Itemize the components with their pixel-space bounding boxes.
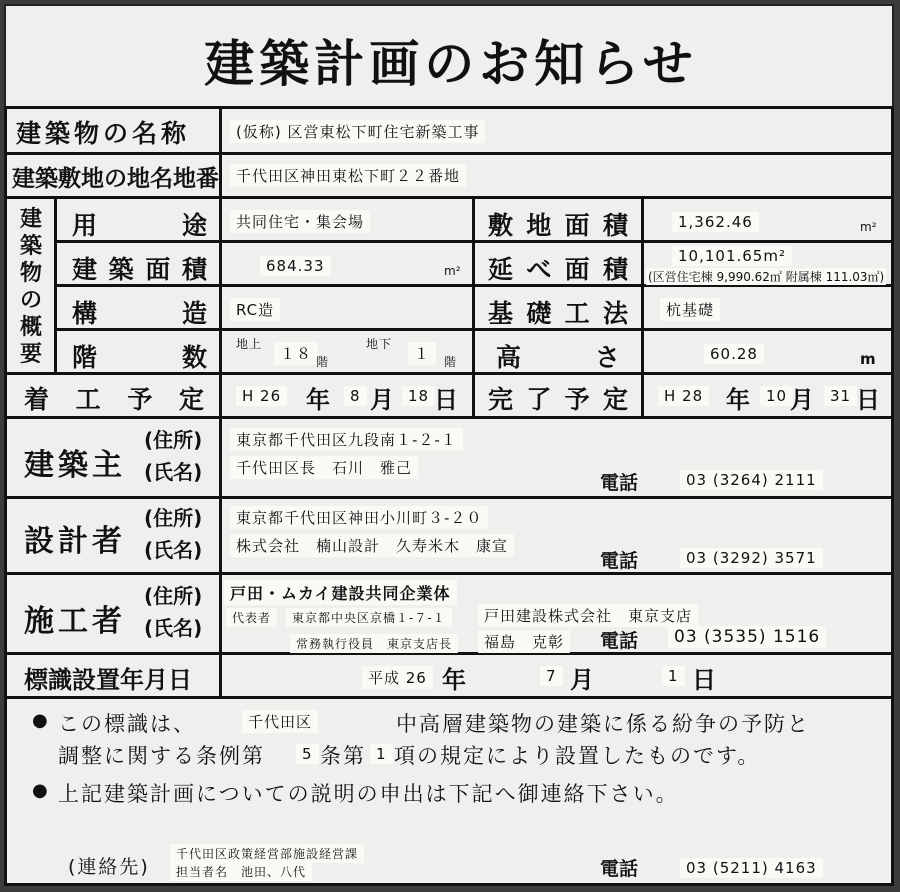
start-month: 8 <box>344 386 367 406</box>
start-day-label: 日 <box>434 386 458 414</box>
floors-above-unit: 階 <box>316 355 330 369</box>
floors-below-unit: 階 <box>444 355 458 369</box>
builder-tags: (住所) (氏名) <box>144 584 203 640</box>
builder-rep-address: 東京都中央区京橋１-７-１ <box>286 608 452 627</box>
completion-month: 10 <box>760 386 793 406</box>
notice-line2-b: 条第 <box>320 744 366 768</box>
notice-line3: 上記建築計画についての説明の申出は下記へ御連絡下さい。 <box>58 782 679 806</box>
total-floor-area-label: 延 べ 面 積 <box>488 255 628 284</box>
builder-rep-label: 代表者 <box>226 608 277 627</box>
contact-dept: 千代田区政策経営部施設経営課 <box>170 844 364 863</box>
completion-day: 31 <box>824 386 857 406</box>
owner-label: 建築主 <box>24 448 126 483</box>
notice-article: 5 <box>296 744 319 764</box>
table-line <box>4 883 894 886</box>
contact-tel-label: 電話 <box>600 858 639 880</box>
overview-side-label: 建 築 物 の 概 要 <box>19 207 42 367</box>
start-day: 18 <box>402 386 435 406</box>
table-line <box>641 196 644 416</box>
builder-label: 施工者 <box>24 604 126 639</box>
notice-line2-c: 項の規定により設置したものです。 <box>394 744 761 768</box>
owner-name: 千代田区長 石川 雅己 <box>230 456 418 479</box>
table-line <box>4 152 894 155</box>
notice-line1-a: この標識は、 <box>58 712 196 736</box>
notice-line2-a: 調整に関する条例第 <box>58 744 265 768</box>
height-unit: m <box>860 350 876 368</box>
designer-label: 設計者 <box>24 524 126 559</box>
bullet-icon: ● <box>32 780 48 801</box>
start-year-label: 年 <box>306 386 330 414</box>
floors-below-value: １ <box>408 342 436 365</box>
table-line <box>4 572 894 575</box>
builder-jv: 戸田・ムカイ建設共同企業体 <box>224 580 457 605</box>
site-value: 千代田区神田東松下町２２番地 <box>230 164 466 187</box>
table-line <box>891 106 894 886</box>
name-value: (仮称) 区営東松下町住宅新築工事 <box>230 120 485 143</box>
table-line <box>4 106 7 886</box>
foundation-label: 基 礎 工 法 <box>488 299 628 328</box>
start-era: H 26 <box>236 386 287 406</box>
contact-person: 担当者名 池田、八代 <box>170 862 312 881</box>
total-floor-area-note: (区営住宅棟 9,990.62㎡ 附属棟 111.03㎡) <box>648 270 885 284</box>
table-line <box>4 196 894 199</box>
start-label: 着 工 予 定 <box>24 385 204 414</box>
posted-day-label: 日 <box>692 666 716 694</box>
use-value: 共同住宅・集会場 <box>230 210 370 233</box>
posted-month-label: 月 <box>570 666 594 694</box>
name-label: 建築物の名称 <box>16 119 191 148</box>
total-floor-area-value: 10,101.65m² <box>672 246 792 266</box>
posted-month: 7 <box>540 666 563 686</box>
building-area-unit: m² <box>444 264 461 278</box>
owner-tel-label: 電話 <box>600 472 639 494</box>
site-area-label: 敷 地 面 積 <box>488 211 628 240</box>
builder-tel: 03 (3535) 1516 <box>668 626 826 648</box>
notice-clause: 1 <box>370 744 393 764</box>
designer-tel: 03 (3292) 3571 <box>680 548 823 568</box>
height-label: 高 さ <box>496 343 620 372</box>
table-line <box>4 496 894 499</box>
builder-person: 福島 克彰 <box>478 630 570 653</box>
floors-label: 階 数 <box>72 343 207 372</box>
designer-tel-label: 電話 <box>600 550 639 572</box>
building-area-label: 建 築 面 積 <box>72 255 207 284</box>
start-month-label: 月 <box>370 386 394 414</box>
completion-label: 完 了 予 定 <box>488 385 628 414</box>
floors-above-value: １８ <box>274 342 318 365</box>
designer-tags: (住所) (氏名) <box>144 506 203 562</box>
site-label: 建築敷地の地名地番 <box>12 166 219 192</box>
board-title: 建築計画のお知らせ <box>204 35 698 93</box>
completion-month-label: 月 <box>790 386 814 414</box>
structure-label: 構 造 <box>72 299 207 328</box>
table-line <box>4 696 894 699</box>
bullet-icon: ● <box>32 710 48 731</box>
table-line <box>54 196 57 372</box>
table-line <box>219 106 222 696</box>
builder-position: 常務執行役員 東京支店長 <box>290 634 458 653</box>
builder-tel-label: 電話 <box>600 630 639 652</box>
structure-value: RC造 <box>230 298 280 321</box>
floors-above-prefix: 地上 <box>236 337 263 351</box>
owner-address: 東京都千代田区九段南１-２-１ <box>230 428 463 451</box>
owner-tel: 03 (3264) 2111 <box>680 470 823 490</box>
use-label: 用 途 <box>72 211 207 240</box>
contact-label: (連絡先) <box>68 856 150 878</box>
posted-day: 1 <box>662 666 685 686</box>
notice-ward: 千代田区 <box>242 710 318 733</box>
builder-company: 戸田建設株式会社 東京支店 <box>478 604 698 627</box>
contact-tel: 03 (5211) 4163 <box>680 858 823 878</box>
posted-year-label: 年 <box>442 666 466 694</box>
floors-below-prefix: 地下 <box>366 337 393 351</box>
table-line <box>4 416 894 419</box>
table-line <box>4 106 894 109</box>
posted-era: 平成 26 <box>362 666 433 689</box>
posted-label: 標識設置年月日 <box>24 666 192 694</box>
completion-era: H 28 <box>658 386 709 406</box>
site-area-value: 1,362.46 <box>672 212 759 232</box>
height-value: 60.28 <box>704 344 764 364</box>
foundation-value: 杭基礎 <box>660 298 720 321</box>
info-table <box>4 106 894 886</box>
table-line <box>472 196 475 416</box>
designer-address: 東京都千代田区神田小川町３-２０ <box>230 506 488 529</box>
site-area-unit: m² <box>860 220 877 234</box>
owner-tags: (住所) (氏名) <box>144 428 203 484</box>
building-area-value: 684.33 <box>260 256 331 276</box>
designer-name: 株式会社 楠山設計 久寿米木 康宣 <box>230 534 514 557</box>
completion-year-label: 年 <box>726 386 750 414</box>
notice-line1-b: 中高層建築物の建築に係る紛争の予防と <box>396 712 810 736</box>
completion-day-label: 日 <box>856 386 880 414</box>
